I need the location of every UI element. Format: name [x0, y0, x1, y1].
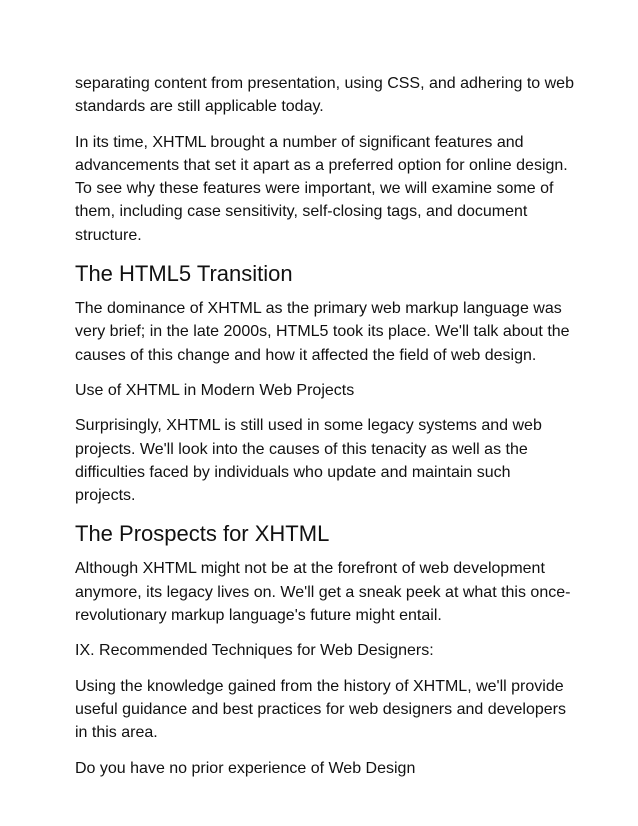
paragraph-best-practices: Using the knowledge gained from the history of XHTML, we'll provide useful guidance and best practices for web designers and developers in this area.	[75, 677, 566, 742]
paragraph-recommended-techniques: IX. Recommended Techniques for Web Designers:	[75, 642, 434, 660]
paragraph-html5-dominance: The dominance of XHTML as the primary web markup language was very brief; in the late 2000s, HTML5 took its place. We'll talk about the causes of this change and how it affected the field of web design.	[75, 300, 570, 364]
paragraph-legacy-systems: Surprisingly, XHTML is still used in some legacy systems and web projects. We'll look into the causes of this tenacity as well as the difficulties faced by individuals who update and maintain such projects.	[75, 417, 542, 505]
paragraph-prior-experience: Do you have no prior experience of Web Design	[75, 759, 416, 777]
paragraph-standards: separating content from presentation, using CSS, and adhering to web standards are still applicable today.	[75, 75, 574, 116]
paragraph-legacy-lives-on: Although XHTML might not be at the forefront of web development anymore, its legacy lives on. We'll get a sneak peek at what this once-revolutionary markup language's future might entail.	[75, 560, 571, 625]
heading-prospects-xhtml: The Prospects for XHTML	[75, 521, 330, 547]
heading-html5-transition: The HTML5 Transition	[75, 261, 293, 287]
paragraph-modern-use-title: Use of XHTML in Modern Web Projects	[75, 381, 355, 399]
document-page	[75, 72, 575, 792]
paragraph-xhtml-features: In its time, XHTML brought a number of significant features and advancements that set it apart as a preferred option for online design. To see why these features were important, we will examine some of them, including case sensitivity, self-closing tags, and document structure.	[75, 133, 568, 244]
